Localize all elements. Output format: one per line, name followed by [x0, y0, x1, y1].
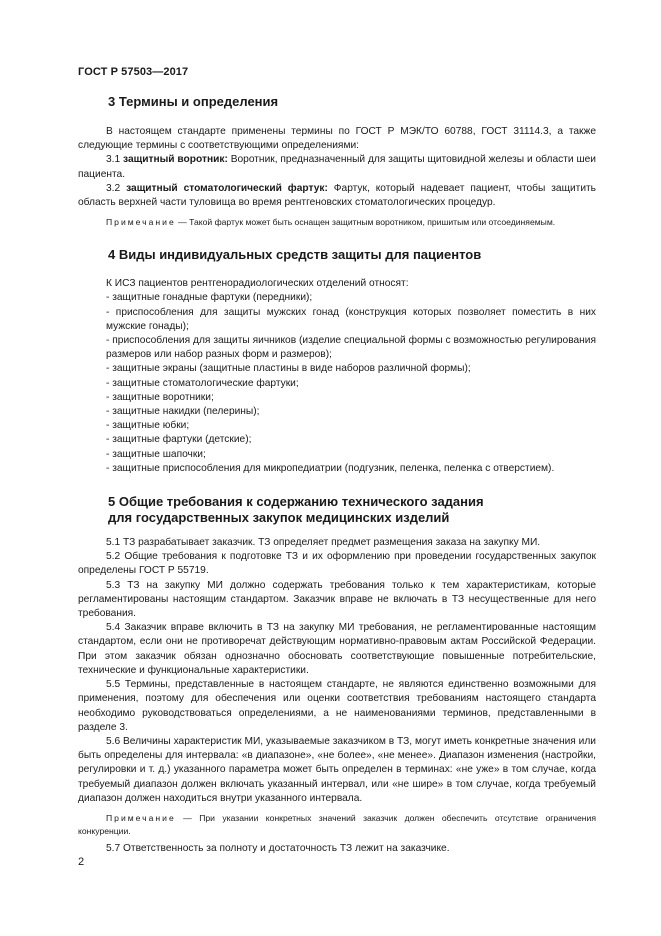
section-5-heading	[78, 494, 596, 526]
section-4-heading: 4 Виды индивидуальных средств защиты для пациентов	[108, 247, 482, 263]
section-3-intro: В настоящем стандарте применены термины по ГОСТ Р МЭК/ТО 60788, ГОСТ 31114.3, а также следующие термины с соответствующими определениями:	[78, 126, 596, 152]
list-item: - защитные шапочки;	[106, 448, 206, 460]
term-3-1	[78, 153, 596, 181]
section-5-heading-line2: для государственных закупок медицинских изделий	[108, 510, 450, 526]
document-header: ГОСТ Р 57503—2017	[78, 66, 189, 78]
page-number: 2	[78, 856, 85, 868]
list-item: - защитные гонадные фартуки (передники);	[106, 292, 313, 304]
list-item: - защитные фартуки (детские);	[106, 434, 252, 446]
term-3-2-definition: Фартук, который надевает пациент, чтобы защитить область верхней части туловища во время рентгеновских стоматологических процедур.	[78, 182, 596, 209]
section-3-note	[78, 216, 596, 229]
clause-5-5: 5.5 Термины, представленные в настоящем стандарте, не являются единственно возможными для применения, поэтому для обеспечения или оценки соответствия требованиям настоящего стандарта необходимо руководствоваться определениями, а не наименованиями терминов, представленными в разделе 3.	[78, 679, 596, 733]
list-item: - защитные накидки (пелерины);	[106, 406, 260, 418]
term-3-1-definition: Воротник, предназначенный для защиты щитовидной железы и области шеи пациента.	[78, 154, 596, 180]
clause-5-4: 5.4 Заказчик вправе включить в ТЗ на закупку МИ требования, не регламентированные настоящим стандартом, если они не противоречат действующим нормативно-правовым актам Российской Федерации. При этом заказчик обязан однозначно обосновать соответствующие повышенные потребительские, технические и функциональные характеристики.	[78, 622, 596, 676]
clause-5-2: 5.2 Общие требования к подготовке ТЗ и их оформлению при проведении государственных закупок определены ГОСТ Р 55719.	[78, 551, 596, 577]
section-3-heading: 3 Термины и определения	[108, 94, 279, 109]
note-label: Примечание	[106, 812, 176, 823]
term-3-1-number: 3.1	[106, 154, 124, 166]
list-item: - приспособления для защиты яичников (изделие специальной формы с возможностью регулирования размеров или набор разных форм и размеров);	[106, 335, 596, 361]
section-5-note	[78, 812, 596, 838]
note-label: Примечание	[106, 217, 176, 228]
section-4-intro: К ИСЗ пациентов рентгенорадиологических отделений относят:	[106, 278, 409, 290]
note-text: — При указании конкретных значений заказчик должен обеспечить отсутствие ограничения конкуренции.	[78, 812, 596, 836]
list-item: - защитные стоматологические фартуки;	[106, 377, 299, 389]
term-3-2	[78, 182, 596, 210]
list-item: - защитные экраны (защитные пластины в виде наборов различной формы);	[106, 363, 471, 375]
term-3-2-number: 3.2	[106, 182, 127, 194]
clause-5-1: 5.1 ТЗ разрабатывает заказчик. ТЗ определяет предмет размещения заказа на закупку МИ.	[106, 537, 541, 549]
note-text: — Такой фартук может быть оснащен защитным воротником, пришитым или отсоединяемым.	[175, 217, 556, 228]
clause-5-7: 5.7 Ответственность за полноту и достаточность ТЗ лежит на заказчике.	[106, 842, 450, 854]
term-3-1-name: защитный воротник:	[123, 154, 228, 166]
term-3-2-name: защитный стоматологический фартук:	[126, 182, 328, 194]
section-5-heading-line1: 5 Общие требования к содержанию технического задания	[108, 494, 484, 510]
list-item: - защитные приспособления для микропедиатрии (подгузник, пеленка, пеленка с отверстием).	[106, 462, 555, 474]
clause-5-6: 5.6 Величины характеристик МИ, указываемые заказчиком в ТЗ, могут иметь конкретные значения или быть определены для интервала: «в диапазоне», «не более», «не менее». Диапазон изменения (настройки, регулировки и т. д.) указанного параметра может быть определен в терминах: «не уже» в том случае, когда требуемый диапазон должен включать указанный интервал, или «не шире» в том случае, когда требуемый диапазон должен находиться внутри указанного интервала.	[78, 735, 596, 804]
list-item: - защитные юбки;	[106, 420, 190, 432]
clause-5-3: 5.3 ТЗ на закупку МИ должно содержать требования только к тем характеристикам, которые регламентированы настоящим стандартом. Заказчик вправе не включать в ТЗ несущественные для него требования.	[78, 579, 596, 620]
list-item: - приспособления для защиты мужских гонад (конструкция которых позволяет поместить в них мужские гонады);	[106, 306, 596, 332]
page-content	[78, 88, 596, 856]
list-item: - защитные воротники;	[106, 391, 214, 403]
